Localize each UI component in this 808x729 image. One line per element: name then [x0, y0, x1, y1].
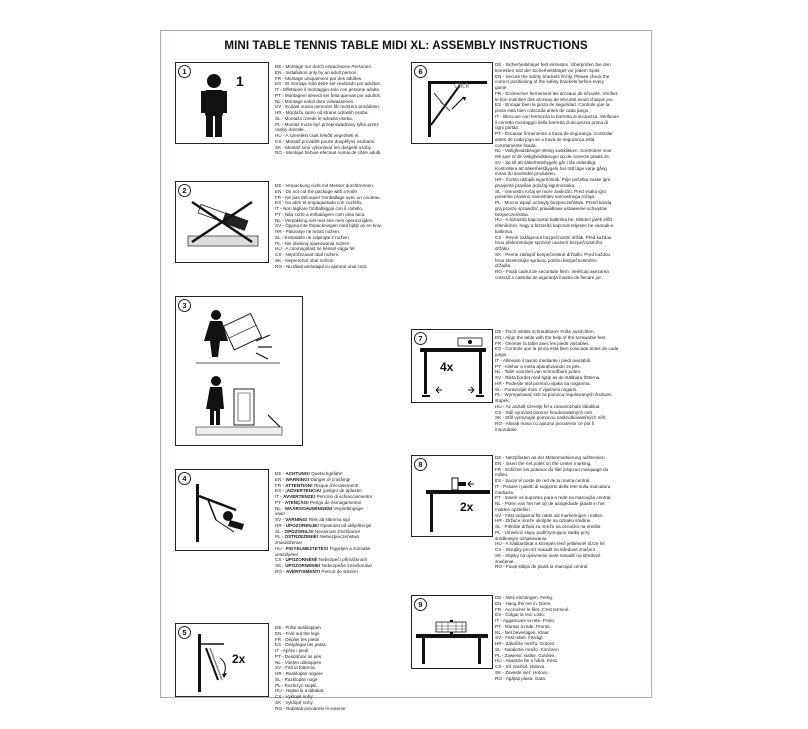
instruction-line: HU - Hajtsa ki a lábakat. — [275, 688, 325, 694]
instruction-line: HR - Podesite stol pomoću vijaka na nogarima. — [495, 380, 591, 386]
instruction-line: midden opstellen. — [495, 506, 532, 512]
step-3 — [175, 296, 303, 446]
step-6 — [411, 62, 643, 347]
instruction-line: SL - Embalaže ne odpirajte z nožem. — [275, 234, 351, 240]
instruction-line: držáku. — [495, 246, 511, 251]
step-7 — [411, 329, 643, 454]
instruction-line: SL - Razklopite noge — [275, 676, 318, 682]
instruction-line: PT - Alinhar a mesa aparafusando os pés. — [495, 363, 581, 369]
instruction-line: HR - UPOZORENJE! Opasnost od ukliještenja! — [275, 522, 372, 528]
step-number: 2 — [178, 184, 191, 197]
instruction-line: HU - A biztosító kapcsokat kattintsa be. Minden játék előtt — [495, 217, 612, 223]
instruction-line: HU - Az asztalt szerelje fel a csavarozható lábakkal. — [495, 403, 601, 409]
instruction-line: RO - AVERTISMENT! Pericol de strivire! — [275, 568, 358, 574]
step-number: 1 — [178, 65, 191, 78]
step-8-text — [495, 455, 612, 570]
instruction-line: antes de cada jogo se a trava de segurança está — [495, 136, 595, 142]
instruction-line: zmiażdżenia! — [275, 540, 302, 545]
instruction-line: HR - Montažu samo od strane odraslih osoba. — [275, 110, 369, 115]
step-1 — [175, 62, 401, 182]
instruction-line: PL - Rozłożyć stopki. — [275, 682, 318, 688]
step-number: 9 — [414, 598, 427, 611]
instruction-line: RO - Agățați plasa. Gata. — [495, 675, 547, 681]
unpacking-icon — [176, 297, 302, 445]
instruction-line: HR - Držače mreže ukolpite na oznaku sredine. — [495, 518, 592, 524]
instruction-line: grą proszę sprawdzić prawidłowe ustawienie uchwytów — [495, 205, 608, 211]
instruction-line: NL - Montage enkel door volwassenen. — [275, 98, 355, 104]
instruction-line: DE - Tisch mittels schraubbarer Füße ausrichten. — [495, 329, 595, 334]
instruction-line: SV - Fäst stolparna för nätet vid markeringen i mitten. — [495, 512, 604, 518]
instruction-line: PT - Não corte a embalagem com uma faca. — [275, 211, 366, 217]
instruction-line: CS - Neprořezávat obal nožem. — [275, 252, 340, 257]
instruction-line: SL - Montažo izvede le odrasla oseba. — [275, 115, 353, 121]
instruction-line: SV - VARNING! Risk att klämma sig! — [275, 517, 350, 522]
instruction-line: SV - Fäst nätet. Färdigt. — [495, 635, 544, 641]
step-9-illustration — [411, 595, 493, 669]
step-8-illustration — [411, 455, 493, 537]
instruction-line: RO - Fixați cadrul de securitate ferm. Verificați așezarea — [495, 269, 609, 274]
instruction-sheet — [160, 30, 652, 711]
instruction-line: PT - Desdobrar os pés — [275, 653, 322, 659]
instruction-line: SK - Zaveste sieť. Hotovo. — [495, 669, 549, 675]
instruction-line: SV - Se till att säkerhetsbygeln går i lås ordentligt. — [495, 159, 597, 165]
adult-person-icon — [176, 63, 268, 143]
instruction-line: SK - UPOZORNENIE! Nebezpečie zmačknutia! — [275, 563, 372, 568]
step-6-text — [495, 62, 619, 281]
instruction-line: PT - ATENÇÃO! Perigo de esmagamento! — [275, 499, 362, 505]
quantity-badge: 4x — [440, 360, 454, 374]
instruction-line: IT - Aprire i piedi — [275, 648, 309, 653]
instruction-line: le bon maintien des arceaux de sécurité avant chaque jeu. — [495, 96, 614, 102]
instruction-line: SK - Stôl vyrovnajte pomocou naskrutkovateľných nôh. — [495, 415, 607, 421]
instruction-line: PL - Montaż może być przeprowadzany tylko przez — [275, 121, 379, 127]
instruction-line: HR - Rasklopite nogare — [275, 671, 323, 676]
step-number: 3 — [178, 299, 191, 312]
instruction-line: HU - FIGYELMEZTETÉS! Figyeljen a zúzódás — [275, 545, 371, 551]
step-number: 5 — [178, 626, 191, 639]
instruction-line: DE - Netz einhängen. Fertig. — [495, 595, 554, 600]
quantity-badge: 2x — [232, 652, 246, 666]
instruction-line: SL - Varnostni ročaj se more zaskočiti. Pred vsako igro — [495, 188, 607, 194]
instruction-line: ES - No abrir el empaquetado con cuchillo. — [275, 200, 363, 206]
step-7-illustration — [411, 329, 493, 403]
instruction-line: RO - Rabatați picioarele în exterior — [275, 705, 346, 711]
instruction-line: game. — [495, 85, 508, 90]
instruction-line: FR - Ne pas découper l'emballage avec un couteau. — [275, 194, 381, 200]
step-5-illustration — [175, 623, 269, 697]
instruction-line: DE - Verpackung nicht mit Messer durchtrennen. — [275, 183, 375, 188]
instruction-line: juego. — [495, 352, 508, 357]
instruction-line: provjerite pravilan položaj sigurnosnika. — [495, 182, 576, 188]
instruction-line: HU - A szerelést csak felnőtt végezheti el. — [275, 133, 360, 138]
instruction-line: IT - Effettuare il montaggio solo con persone adulte. — [275, 87, 381, 92]
instruction-line: ES - Colgar la red. Listo. — [495, 612, 546, 618]
instruction-line: IT - AVVERTENZE! Pericolo di schiacciamento! — [275, 494, 373, 499]
instruction-line: il corretto montaggio della barretta di sicurezza prima di — [495, 119, 608, 125]
instruction-line: osoby dorosłe. — [275, 127, 305, 133]
instruction-line: SK - Montáž smú vykonávať len dospelé osoby. — [275, 144, 372, 150]
instruction-line: ES - Controle que la pinza está bien colocada antes de cada — [495, 346, 619, 352]
instruction-line: IT - Posare i paletti di supporto della rete sulla marcatura — [495, 483, 611, 489]
instruction-line: bezpieczeństwa. — [495, 211, 529, 217]
step-6-illustration — [411, 62, 493, 144]
page-title: MINI TABLE TENNIS TABLE MIDI XL: ASSEMBLY INSTRUCTIONS — [224, 39, 588, 52]
instruction-line: NL - Veiligheidsbeugel stevig vastklikken. Controleer voor — [495, 148, 612, 154]
instruction-line: SL - Pritrdite držalo za mrežo na označko na sredini. — [495, 524, 602, 529]
hang-net-icon — [412, 596, 492, 668]
instruction-line: PT - Encaixar firmemente a trava de segurança. Controlar — [495, 131, 613, 136]
instruction-line: IT - Agganciare la rete. Finito. — [495, 618, 556, 623]
instruction-line: ES - ¡ADVERTENCIA! ¡peligro de aplaste! — [275, 488, 362, 494]
instruction-line: korrekten Sitz der Sicherheitsbügel vor jedem Spiel. — [495, 67, 601, 73]
instruction-line: EN - Secure the safety brackets firmly. Please check the — [495, 73, 610, 79]
instruction-line: CS - Sloupky pro síť nasadit na středové značení. — [495, 547, 597, 552]
crush-warning-icon — [176, 470, 268, 550]
instruction-line: SK - Neprerezať obal nožom. — [275, 257, 335, 263]
step-number: 4 — [178, 472, 191, 485]
instruction-line: FR - Déplier les pieds — [275, 636, 320, 642]
instruction-line: FR - ATTENTION! Risque d'écrasement! — [275, 482, 359, 488]
step-7-text — [495, 329, 618, 433]
step-2-text — [275, 183, 382, 269]
instruction-line: corectă a cadrului de siguranță înainte de fiecare joc. — [495, 274, 603, 280]
instruction-line: vaar! — [275, 511, 286, 517]
step-4-illustration — [175, 469, 269, 551]
instruction-line: EN - WARNING! Danger of crushing! — [275, 476, 351, 482]
step-1-text — [275, 64, 381, 156]
instruction-line: NL - Verpakking niet met een mes openscnijden. — [275, 217, 374, 223]
instruction-line: SL - OPOZORILO! Nevarnost zmečkanin! — [275, 528, 361, 534]
instruction-line: SK - Stĺpiky na upevnenie siete nasadiť na stredové — [495, 552, 601, 558]
instruction-line: HR - Zakačite mrežu. Gotovo — [495, 641, 555, 646]
adult-count-badge: 1 — [236, 73, 244, 89]
instruction-line: innan du använder produkten. — [495, 171, 557, 177]
instruction-line: Kontrollera att säkerhetsbygeln har rätt läge varje gång — [495, 165, 607, 171]
step-5-text — [275, 625, 346, 711]
step-4 — [175, 469, 401, 609]
instruction-line: IT - Bloccare con fermezza la barretta di sicurezza. Verificare — [495, 113, 619, 119]
instruction-line: držadla. — [495, 263, 512, 269]
instruction-line: CS - Pevně zaklapnout bezpečnostní držák. Před každou — [495, 234, 612, 240]
click-label: Click — [454, 83, 470, 90]
instruction-line: milieu. — [495, 472, 509, 478]
instruction-line: ES - Desplegar las patas — [275, 642, 326, 648]
instruction-line: elk spel of de veiligheidsbeugel op de correcte plaats zit. — [495, 154, 610, 159]
instruction-line: PL - OSTRZEŻENIE! Niebezpieczeństwo — [275, 534, 360, 540]
instruction-line: HU - A hálótartókat a közepén lévő jelölésnél tűzze fel. — [495, 541, 606, 547]
instruction-line: înșurubate. — [495, 426, 518, 432]
fold-out-legs-icon — [176, 624, 268, 696]
instruction-line: NL - Voeten uitklappen — [275, 659, 322, 665]
instruction-line: EN - Insert the net poles on the center marking. — [495, 460, 592, 466]
instruction-line: pinza está bien colocada antes de cada juego. — [495, 108, 590, 113]
instruction-line: NL - WAARSCHUWINGEN! Verplettingsge- — [275, 505, 365, 511]
instruction-line: SV - Fäll ut fötterna. — [275, 665, 316, 671]
instruction-line: DE - Netzpfosten an der Mittenmarkierung aufstecken. — [495, 455, 606, 460]
instruction-line: CS - UPOZORNĚNÍ! Nebezpečí přimáčknutí! — [275, 557, 368, 563]
quantity-badge: 2x — [460, 500, 474, 514]
instruction-line: HU - A csomagolást ne késsel vágja fel. — [275, 246, 356, 252]
instruction-line: SV - Rikta bordet med hjälp av de ställbara fötterna. — [495, 375, 601, 380]
safety-bracket-icon — [412, 63, 492, 143]
instruction-line: IT - Non tagliare l'imballaggio con il coltello. — [275, 206, 364, 211]
instruction-line: EN - Installation only by an adult person. — [275, 69, 358, 75]
instruction-line: EN - Align the table with the help of the screwable feet. — [495, 334, 607, 340]
instruction-line: ogni partita. — [495, 125, 520, 131]
instruction-line: DE - Füße ausklappen — [275, 625, 321, 630]
instruction-line: RO - Montajul trebuie efectuat numai de către adulți. — [275, 150, 382, 156]
instruction-line: stopek. — [495, 398, 510, 403]
instruction-line: značenie. — [495, 558, 515, 564]
instruction-line: PL - Nie otwieraj opakowania nożem. — [275, 240, 351, 246]
instruction-line: NL - Net bevestigen. Klaar. — [495, 629, 550, 635]
instruction-line: EN - Do not cut the package with a knife. — [275, 188, 359, 194]
step-1-illustration — [175, 62, 269, 144]
instruction-line: RO - Fixați stâlpii de plasă la marcajul central. — [495, 564, 589, 570]
instruction-line: kattintva. — [495, 228, 514, 234]
instruction-line: hrou skontrolujte správnu polohu bezpečnostného — [495, 257, 597, 263]
instruction-line: FR - Enficher les poteaux du filet jusqu'au marquage du — [495, 466, 609, 472]
instruction-line: RO - Nu tăiați ambalajul cu ajutorul unui cuțit. — [275, 263, 368, 269]
instruction-line: ES - El montaje solo debe ser realizado por adultos. — [275, 81, 381, 87]
net-pole-icon — [412, 456, 492, 536]
instruction-line: PT - Inserir os suportes para a rede na marcação central. — [495, 495, 612, 501]
step-5 — [175, 623, 401, 723]
instruction-line: DE - Sicherheitsbügel fest einrasten. Überprüfen Sie den — [495, 62, 611, 67]
instruction-line: corretamente fixada. — [495, 142, 537, 148]
instruction-line: CS - Síť zavěsit. Hotovo. — [495, 664, 546, 669]
instruction-line: HR - Čvrsto uklopiti sigurnosnik. Prije početka svake igre — [495, 177, 611, 182]
step-2-illustration — [175, 181, 269, 263]
step-number: 6 — [414, 65, 427, 78]
instruction-line: correct positioning of the safety brackets before every — [495, 79, 605, 85]
instruction-line: preverite pravilno namestitev varnostnega ročaja. — [495, 194, 596, 200]
instruction-line: FR - Montage uniquement par des adultes. — [275, 75, 363, 81]
step-4-text — [275, 471, 372, 575]
instruction-line: HR - Pakiranje ne rezati nožem. — [275, 229, 341, 234]
no-knife-icon — [176, 182, 268, 262]
step-9 — [411, 595, 643, 695]
instruction-line: SK - Pevne zaklopiť bezpečnostné držadlo. Pred každou — [495, 251, 611, 257]
instruction-line: mediana. — [495, 489, 514, 495]
instruction-line: FR - Accrocher le filet. C'est terminé. — [495, 606, 570, 612]
instruction-line: CS - Montáž provádět pouze dospělými osobami. — [275, 138, 376, 144]
instruction-line: SL - Poravnajte mizo z vijačnimi nogami. — [495, 386, 578, 392]
instruction-line: hrou překontrolujte správné usazení bezpečnostního — [495, 240, 603, 246]
instruction-line: FR - Enclencher fermement les arceaux de sécurité. Vérifiez — [495, 90, 618, 96]
instruction-line: DE - Montage nur durch erwachsene Personen. — [275, 64, 373, 69]
instruction-line: RO - Aliniați masa cu ajutorul picioarelor ce pot fi — [495, 421, 595, 426]
instruction-line: ellenőrizze, hogy a biztosító kapcsok teljesen be vannak-e — [495, 223, 614, 228]
instruction-line: EN - Hang the net in. Done. — [495, 600, 552, 606]
instruction-line: DE - ACHTUNG! Quetschgefahr! — [275, 471, 343, 476]
instruction-line: veszélyére! — [275, 551, 299, 557]
instruction-line: HU - Akassza be a hálót. Kész. — [495, 658, 559, 664]
step-9-text — [495, 595, 570, 681]
instruction-line: CS - Vyklopit nohy — [275, 694, 313, 699]
instruction-line: ES - Sacar el poste de red de la marca central. — [495, 478, 591, 483]
instruction-line: SL - Natakntie mrežo. Končano — [495, 646, 559, 652]
step-8 — [411, 455, 643, 593]
instruction-line: NL - Polen van het net op de aangeduide plaats in het — [495, 501, 605, 506]
instruction-line: CS - Stůl vyrovnat pomocí šroubovatelných noh. — [495, 409, 594, 415]
instruction-line: PT - Montar a rede. Pronto. — [495, 623, 551, 629]
instruction-line: PL - Zawiesić siatkę. Gotowe. — [495, 652, 556, 658]
instruction-line: EN - Fold out the legs — [275, 630, 320, 636]
instruction-line: PT - Montagem deverá ser feita apenas por adultos. — [275, 92, 382, 98]
instruction-line: FR - Orienter la table avec les pieds vissables. — [495, 340, 590, 346]
step-number: 7 — [414, 332, 427, 345]
step-number: 8 — [414, 458, 427, 471]
instruction-line: środkowym oznakowaniu. — [495, 535, 548, 541]
instruction-line: PL - Mocno wpiąć uchwyty bezpieczeństwa. Przed każdą — [495, 200, 612, 205]
instruction-line: IT - Allineare il tavolo mediante i piedi avvitabili. — [495, 357, 592, 363]
step-2 — [175, 181, 401, 293]
instruction-line: ES - Encajar bien la pinza de seguridad. Controle que la — [495, 102, 610, 108]
instruction-line: SV - Öppna inte förpackningen med hjälp av en kniv. — [275, 223, 382, 229]
instruction-line: PL - Umieścić słupy podtrzymujące siatkę przy — [495, 529, 590, 535]
instruction-line: SV - Endast vuxna personer får montera produkten. — [275, 104, 381, 110]
step-3-illustration — [175, 296, 303, 446]
instruction-line: PL - Wyregulować stół za pomocą regulowanych śrubami — [495, 392, 612, 398]
instruction-line: NL - Tafel voorzien van schroefbare poten. — [495, 369, 582, 375]
instruction-line: SK - Vyklopiť nohy — [275, 699, 313, 705]
